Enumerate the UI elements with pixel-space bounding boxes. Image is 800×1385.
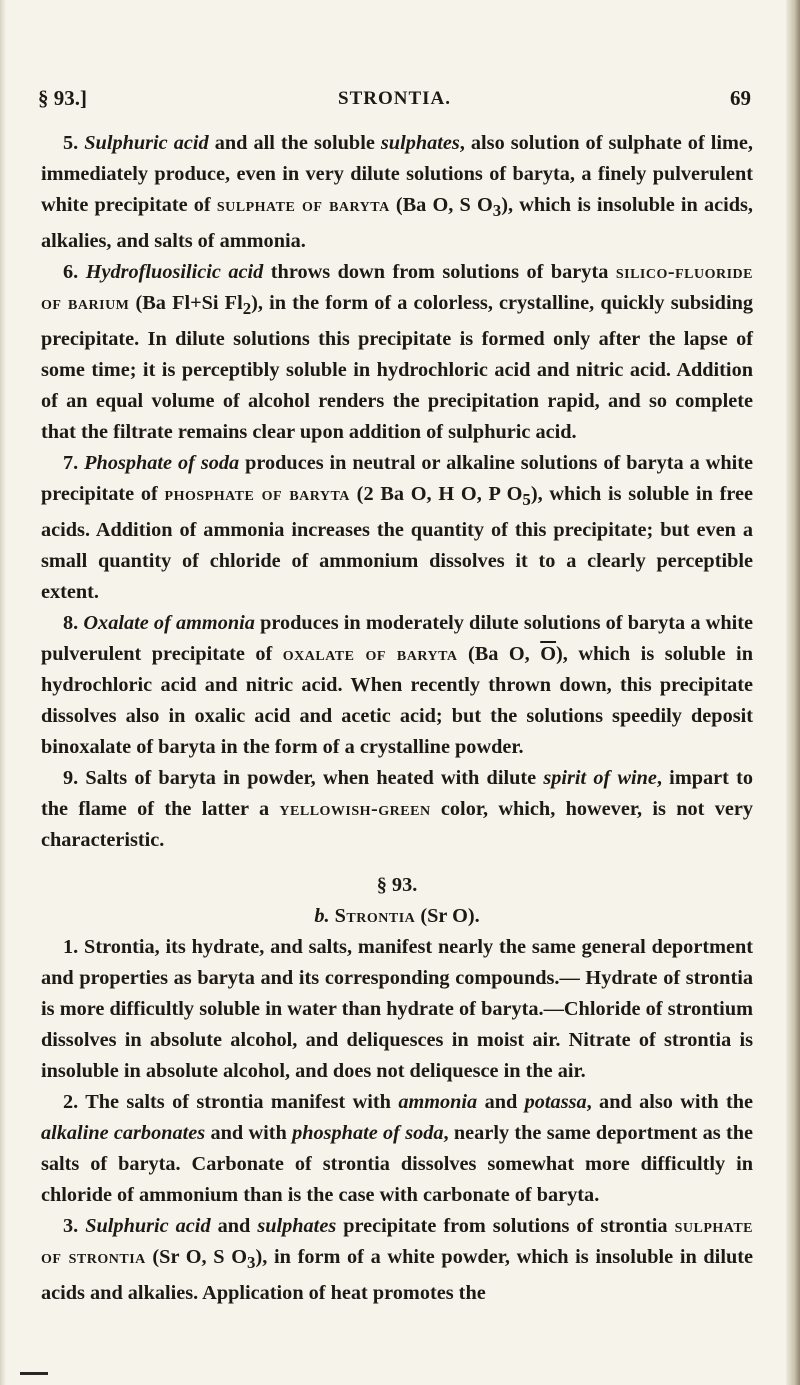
subscript: 3 <box>492 201 502 221</box>
paragraph-number: 5. <box>63 132 79 154</box>
paragraph-5 <box>41 128 753 257</box>
compound-name: sulphate of strontia <box>41 1215 754 1269</box>
reagent-name: sulphates <box>380 132 460 154</box>
text-run: (Ba O, S O <box>389 194 493 216</box>
text-run: and all the soluble <box>208 132 381 154</box>
text-run: Strontia, its hydrate, and salts, manifest nearly the same general deportment and properties as baryta and its corresponding compounds.— Hydrate of strontia is more difficultly soluble in water than hydrate of baryta.—Chloride of strontium dissolves in absolute alcohol, and deliquesces in moist air. Nitrate of strontia is insoluble in absolute alcohol, and does not deliquesce in the air. <box>41 936 754 1083</box>
text-run: produces in moderately dilute solutions of baryta a white pulverulent precipitate of <box>41 612 754 666</box>
compound-name: oxalate of baryta <box>282 643 458 666</box>
section-heading <box>41 870 753 901</box>
subscript: 5 <box>522 490 531 510</box>
text-run: ), which is insoluble in acids, alkalies, and salts of ammonia. <box>41 194 753 253</box>
reagent-name: Sulphuric acid <box>85 1215 211 1238</box>
subsection-letter: b. <box>314 905 330 928</box>
subscript: 2 <box>242 299 252 319</box>
compound-name: phosphate of baryta <box>164 483 350 506</box>
header-section: § 93.] <box>38 86 87 110</box>
page-left-edge <box>0 0 6 1385</box>
paragraph-number: 2. <box>63 1091 79 1114</box>
text-run: , and also with the <box>586 1091 753 1114</box>
text-run: ), in the form of a colorless, crystalline, quickly subsiding precipitate. In dilute solutions this precipitate is formed only after the lapse of some time; it is perceptibly soluble in hydrochloric acid and nitric acid. Addition of an equal volume of alcohol renders the precipitation rapid, and so complete that the filtrate remains clear upon addition of sulphuric acid. <box>41 292 754 444</box>
reagent-name: Phosphate of soda <box>84 452 240 475</box>
text-run: The salts of strontia manifest with <box>85 1091 399 1114</box>
compound-name: silico-fluoride of barium <box>41 261 753 315</box>
header-title: STRONTIA. <box>338 88 451 109</box>
reagent-name: spirit of wine <box>543 767 657 790</box>
text-run: ), which is soluble in free acids. Addition of ammonia increases the quantity of this precipitate; but even a small quantity of chloride of ammonium dissolves it to a clearly perceptible extent. <box>41 483 753 604</box>
subscript: 3 <box>247 1253 256 1273</box>
subsection-name: Strontia <box>334 905 416 928</box>
text-run: throws down from solutions of baryta <box>263 261 616 284</box>
text-run: , also solution of sulphate of lime, immediately produce, even in very dilute solutions of baryta, a finely pulverulent white precipitate of <box>41 132 753 216</box>
paragraph-number: 7. <box>63 452 79 475</box>
reagent-name: alkaline carbonates <box>41 1122 206 1145</box>
paragraph-number: 1. <box>63 936 79 959</box>
text-run: ), in form of a white powder, which is insoluble in dilute acids and alkalies. Application of heat promotes the <box>41 1246 753 1305</box>
paragraph-9 <box>41 763 753 856</box>
text-run: ), which is soluble in hydrochloric acid and nitric acid. When recently thrown down, this precipitate dissolves also in oxalic acid and acetic acid; but the solutions speedily deposit binoxalate of baryta in the form of a crystalline powder. <box>41 643 753 759</box>
text-run: (Sr O, S O <box>145 1246 248 1269</box>
text-run: , impart to the flame of the latter a <box>41 767 753 821</box>
text-run: (Ba O, <box>457 643 541 666</box>
reagent-name: Sulphuric acid <box>84 132 209 154</box>
text-run: produces in neutral or alkaline solutions of baryta a white precipitate of <box>41 452 753 506</box>
paragraph-number: 8. <box>63 612 79 635</box>
flame-color: yellowish-green <box>279 798 431 821</box>
paragraph-8 <box>41 608 753 763</box>
reagent-name: phosphate of soda <box>292 1122 444 1145</box>
text-run: Salts of baryta in powder, when heated with dilute <box>85 767 544 790</box>
text-run: color, which, however, is not very characteristic. <box>41 798 753 852</box>
text-run: (2 Ba O, H O, P O <box>349 483 523 506</box>
strontia-paragraph-1 <box>41 932 753 1087</box>
spacer <box>41 856 753 870</box>
text-run: , nearly the same deportment as the salts of baryta. Carbonate of strontia dissolves somewhat more difficultly in chloride of ammonium than is the case with carbonate of baryta. <box>41 1122 753 1207</box>
section-number: § 93. <box>376 874 418 897</box>
paragraph-number: 6. <box>63 261 79 284</box>
reagent-name: Oxalate of ammonia <box>83 612 255 635</box>
reagent-name: Hydrofluosilicic acid <box>85 261 264 284</box>
text-run: precipitate from solutions of strontia <box>336 1215 675 1238</box>
page-body <box>41 128 753 1309</box>
paragraph-7 <box>41 448 753 608</box>
oxalic-acid-symbol: $\overline{O}$ <box>540 643 557 666</box>
reagent-name: sulphates <box>257 1215 337 1238</box>
page-number: 69 <box>730 86 751 110</box>
page-right-edge <box>786 0 800 1385</box>
strontia-paragraph-3 <box>41 1211 753 1309</box>
reagent-name: ammonia <box>398 1091 478 1114</box>
paragraph-6 <box>41 257 753 448</box>
page-corner-mark <box>20 1372 48 1375</box>
running-header <box>38 86 751 116</box>
subsection-formula: (Sr O). <box>420 905 480 928</box>
paragraph-number: 3. <box>63 1215 79 1238</box>
reagent-name: potassa <box>524 1091 587 1114</box>
strontia-paragraph-2 <box>41 1087 753 1211</box>
text-run: and <box>477 1091 525 1114</box>
text-run: (Ba Fl+Si Fl <box>129 292 243 315</box>
text-run: and <box>210 1215 258 1238</box>
text-run: and with <box>205 1122 293 1145</box>
subsection-title <box>41 901 753 932</box>
compound-name: sulphate of baryta <box>216 194 390 216</box>
paragraph-number: 9. <box>63 767 79 790</box>
